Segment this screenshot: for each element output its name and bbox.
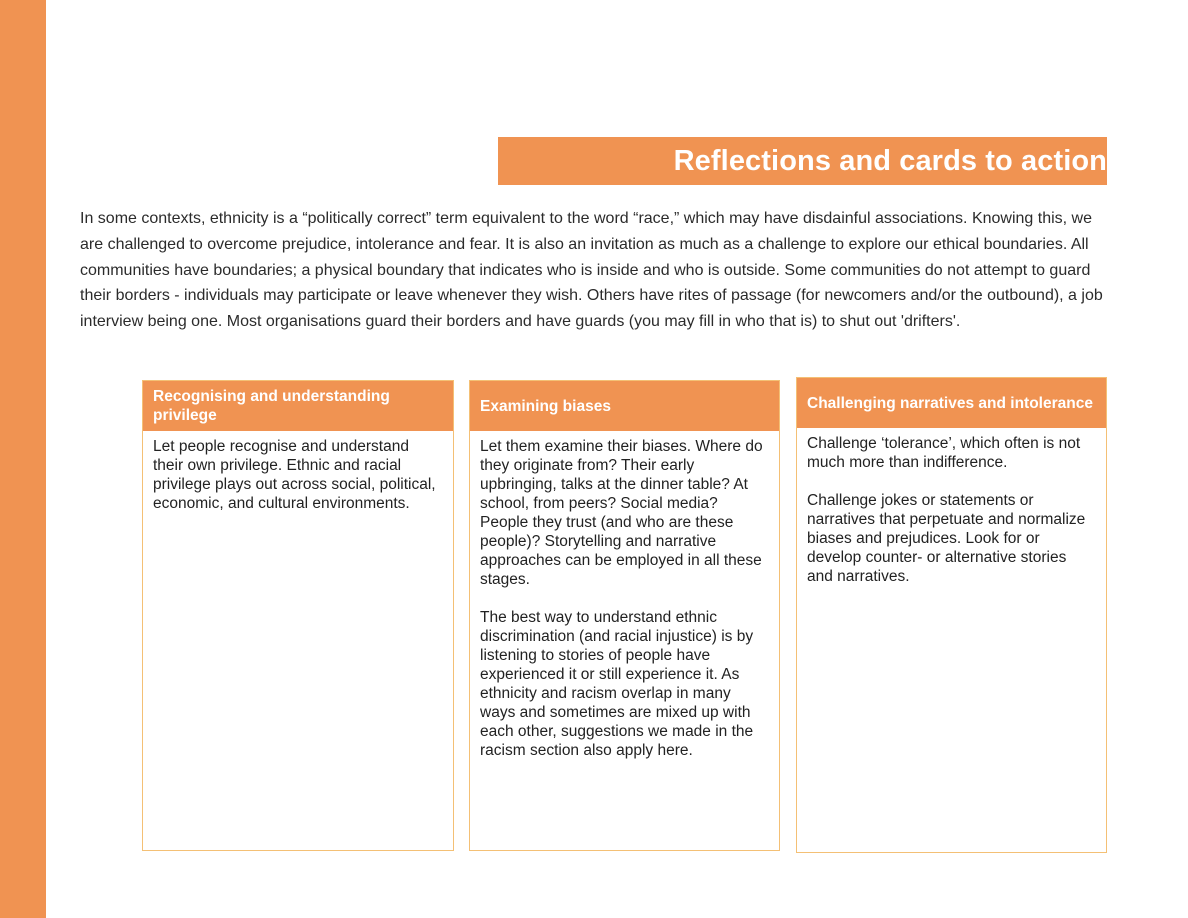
card-body: [470, 431, 779, 760]
card-recognising-privilege: [142, 380, 454, 851]
side-accent-bar: [0, 0, 46, 918]
card-paragraph: Challenge jokes or statements or narratives that perpetuate and normalize biases and prejudices. Look for or develop counter- or alternative stories and narratives.: [807, 492, 1086, 585]
card-paragraph: The best way to understand ethnic discrimination (and racial injustice) is by listening to stories of people have experienced it or still experience it. As ethnicity and racism overlap in many ways and sometimes are mixed up with each other, suggestions we made in the racism section also apply here.: [480, 609, 754, 759]
card-title: Recognising and understanding privilege: [143, 381, 453, 431]
card-paragraph: Let people recognise and understand their own privilege. Ethnic and racial privilege plays out across social, political, economic, and cultural environments.: [153, 438, 436, 512]
card-paragraph: Challenge ‘tolerance’, which often is not much more than indifference.: [807, 435, 1081, 471]
page-title: Reflections and cards to action: [673, 144, 1107, 177]
intro-paragraph: In some contexts, ethnicity is a “politically correct” term equivalent to the word “race,” which may have disdainful associations. Knowing this, we are challenged to overcome prejudice, intolerance and fear. It is also an invitation as much as a challenge to explore our ethical boundaries. All communities have boundaries; a physical boundary that indicates who is inside and who is outside. Some communities do not attempt to guard their borders - individuals may participate or leave whenever they wish. Others have rites of passage (for newcomers and/or the outbound), a job interview being one. Most organisations guard their borders and have guards (you may fill in who that is) to shut out 'drifters'.: [80, 210, 1103, 331]
title-banner: [498, 137, 1107, 185]
card-examining-biases: [469, 380, 780, 851]
card-challenging-narratives: [796, 377, 1107, 853]
card-body: [797, 428, 1106, 586]
card-title: Examining biases: [470, 381, 779, 431]
card-body: [143, 431, 453, 513]
card-title: Challenging narratives and intolerance: [797, 378, 1106, 428]
card-paragraph: Let them examine their biases. Where do they originate from? Their early upbringing, talks at the dinner table? At school, from peers? Social media? People they trust (and who are these people)? Storytelling and narrative approaches can be employed in all these stages.: [480, 438, 763, 588]
